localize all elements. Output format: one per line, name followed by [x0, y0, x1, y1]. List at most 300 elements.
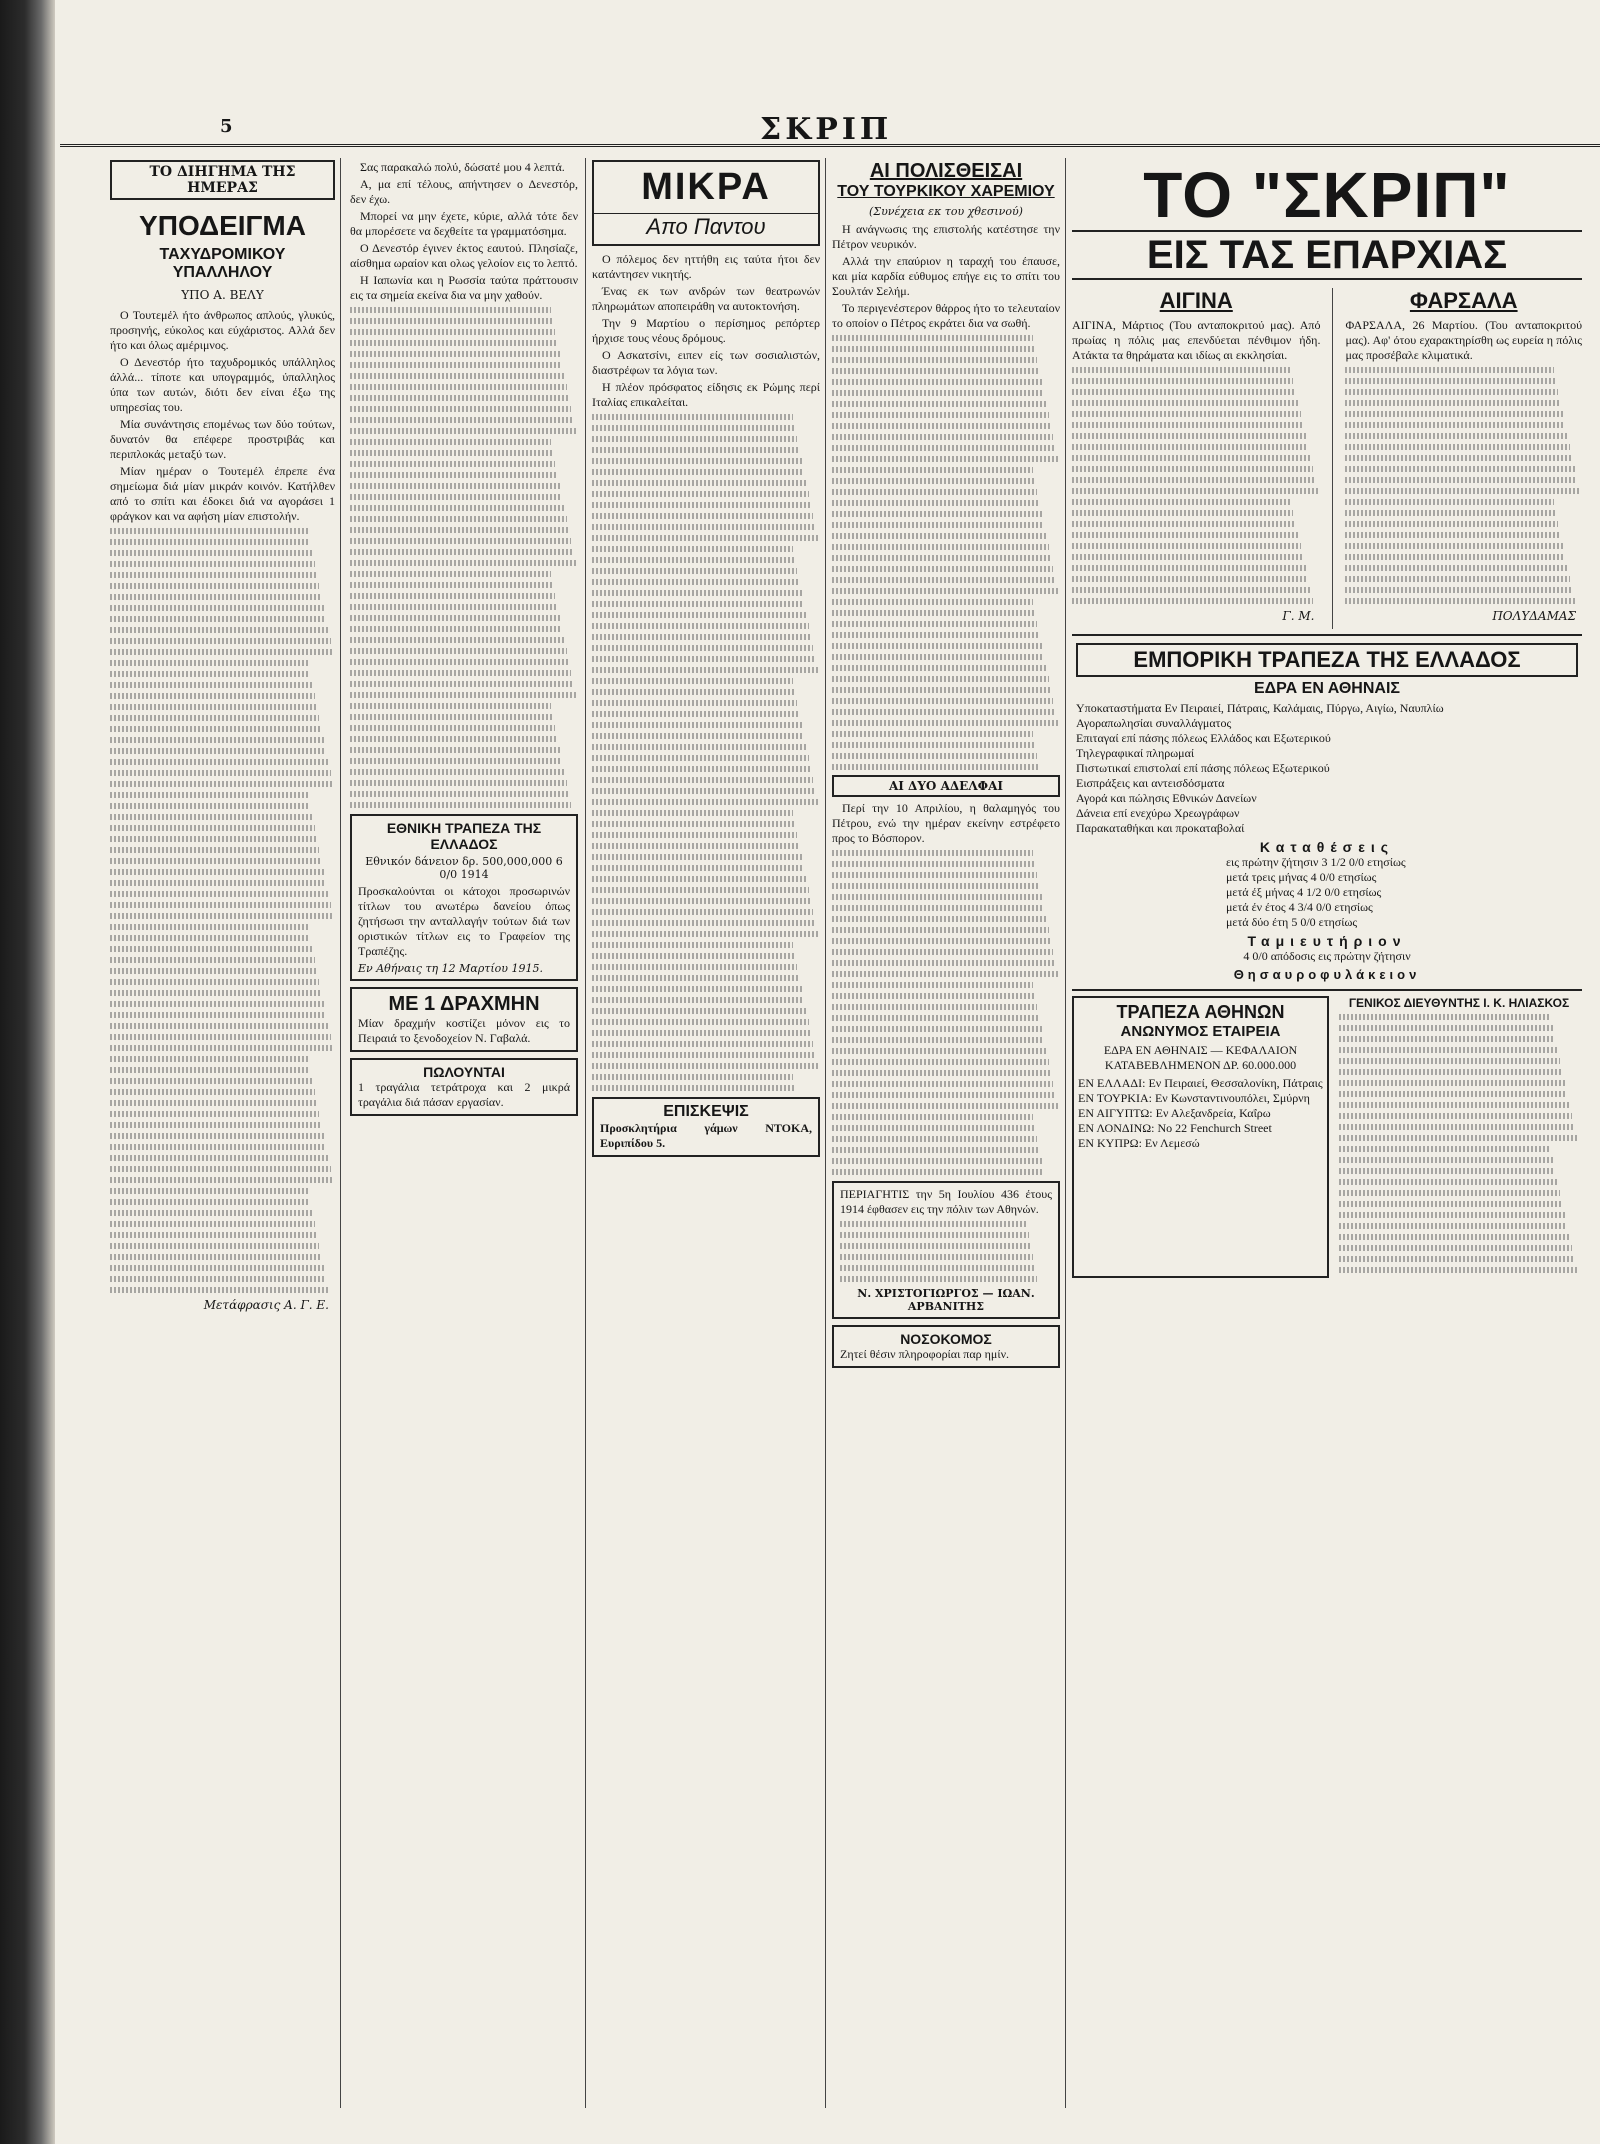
nurse-ad-text: Ζητεί θέσιν πληροφορίαι παρ ημίν. — [840, 1347, 1009, 1361]
text-line — [110, 880, 326, 886]
bank-of-athens-details — [1339, 996, 1579, 1278]
text-line — [110, 792, 308, 798]
text-line — [1345, 466, 1574, 472]
bank-of-athens-branch: ΕΝ ΑΙΓΥΠΤΩ: Εν Αλεξανδρεία, Καΐρω — [1078, 1106, 1271, 1120]
text-line — [832, 949, 1053, 955]
text-line — [832, 883, 1039, 889]
text-line — [832, 850, 1033, 856]
text-line — [832, 599, 1033, 605]
text-line — [110, 1221, 315, 1227]
text-line — [832, 1048, 1046, 1054]
text-line — [832, 379, 1042, 385]
text-line — [832, 445, 1055, 451]
text-line — [832, 916, 1046, 922]
text-line — [1072, 433, 1306, 439]
text-line — [110, 693, 315, 699]
text-line — [832, 1026, 1042, 1032]
text-line — [832, 1169, 1044, 1175]
text-line — [350, 516, 567, 522]
text-line — [350, 791, 569, 797]
text-line — [110, 704, 317, 710]
text-line — [110, 649, 333, 655]
text-line — [1072, 554, 1303, 560]
text-line — [592, 997, 804, 1003]
text-line — [832, 861, 1035, 867]
text-line — [350, 692, 576, 698]
text-line — [110, 1254, 322, 1260]
story-paragraph: Ο Δενεστόρ έγινεν έκτος εαυτού. Πλησίαζε, αίσθημα ωραίον και ολως γελοίον εις το λεπτό. — [350, 241, 578, 270]
news-item: Ο πόλεμος δεν ηττήθη εις ταύτα ήτοι δεν κατάντησεν νικητής. — [592, 252, 820, 281]
text-line — [350, 505, 564, 511]
text-line — [1339, 1047, 1557, 1053]
text-line — [592, 975, 799, 981]
text-line — [832, 927, 1049, 933]
text-line — [1339, 1069, 1562, 1075]
commercial-bank-service: Υποκαταστήματα Εν Πειραιεί, Πάτραις, Καλάμαις, Πύργω, Αιγίω, Ναυπλίω — [1076, 701, 1444, 715]
text-line — [1345, 499, 1553, 505]
text-line — [1339, 1146, 1550, 1152]
text-line — [832, 720, 1058, 726]
commercial-bank-service: Τηλεγραφικαί πληρωμαί — [1076, 746, 1195, 760]
text-line — [592, 524, 815, 530]
text-line — [110, 1155, 328, 1161]
text-line — [350, 637, 564, 643]
text-line — [832, 522, 1044, 528]
savings-text: 4 0/0 απόδοσις εις πρώτην ζήτησιν — [1243, 949, 1411, 963]
text-line — [1345, 367, 1553, 373]
text-line — [592, 1063, 818, 1069]
deposits-title: Καταθέσεις — [1259, 839, 1395, 855]
national-bank-subtitle: Εθνικόν δάνειον δρ. 500,000,000 6 0/0 1914 — [365, 855, 563, 881]
text-line — [350, 439, 551, 445]
text-line — [592, 557, 795, 563]
text-line — [1345, 587, 1572, 593]
provinces-title: ΤΟ "ΣΚΡΙΠ" — [1143, 160, 1511, 231]
text-line — [1339, 1102, 1569, 1108]
text-line — [832, 1037, 1044, 1043]
text-line — [592, 623, 809, 629]
text-line — [832, 993, 1035, 999]
notice-text: ΠΕΡΙΑΓΗΤΙΣ την 5η Ιουλίου 436 έτους 1914 έφθασεν εις την πόλιν των Αθηνών. — [840, 1187, 1052, 1216]
text-line — [592, 1008, 806, 1014]
text-line — [350, 406, 571, 412]
text-line — [1339, 1223, 1567, 1229]
text-line — [1345, 477, 1577, 483]
story-paragraph: Μία συνάντησις επομένως των δύο τούτων, δυνατόν θα επέφερε προστριβάς και περιπλοκάς μεταξύ των. — [110, 417, 335, 461]
text-line — [350, 714, 553, 720]
serial-paragraph: Αλλά την επαύριον η ταραχή του έπαυσε, και μία καρδία εύθυμος επήγε εις το σπίτι του Σουλτάν Σελήμ. — [832, 254, 1060, 298]
text-line — [592, 832, 797, 838]
text-line — [1072, 532, 1298, 538]
text-line — [592, 1030, 811, 1036]
serial-section-title: ΑΙ ΔΥΟ ΑΔΕΛΦΑΙ — [832, 775, 1060, 797]
text-line — [832, 971, 1058, 977]
deposit-rate: μετά έξ μήνας 4 1/2 0/0 ετησίως — [1226, 885, 1382, 899]
text-line — [592, 953, 795, 959]
text-line — [832, 894, 1042, 900]
text-line — [350, 428, 576, 434]
text-line — [832, 1136, 1037, 1142]
text-line — [832, 764, 1039, 770]
bank-of-athens-branch: ΕΝ ΚΥΠΡΩ: Εν Λεμεσώ — [1078, 1136, 1200, 1150]
text-line — [350, 538, 571, 544]
illegible-text-block — [1072, 367, 1320, 604]
sale-ad — [350, 1058, 578, 1116]
text-line — [832, 478, 1035, 484]
text-line — [592, 1019, 809, 1025]
text-line — [1345, 543, 1563, 549]
text-line — [832, 588, 1058, 594]
text-line — [1072, 444, 1308, 450]
text-line — [592, 1052, 815, 1058]
text-line — [350, 340, 557, 346]
text-line — [1339, 1212, 1565, 1218]
text-line — [592, 744, 806, 750]
text-line — [832, 731, 1033, 737]
deposit-rate: μετά τρεις μήνας 4 0/0 ετησίως — [1226, 870, 1377, 884]
text-line — [592, 766, 811, 772]
text-line — [350, 780, 567, 786]
text-line — [350, 604, 557, 610]
text-line — [110, 671, 310, 677]
text-line — [592, 843, 799, 849]
text-line — [110, 1122, 322, 1128]
text-line — [1072, 521, 1296, 527]
text-line — [592, 755, 809, 761]
text-line — [110, 1276, 326, 1282]
column-rule — [340, 158, 341, 2108]
text-line — [592, 678, 793, 684]
text-line — [1345, 444, 1570, 450]
column-rule — [1065, 158, 1066, 2108]
text-line — [110, 935, 310, 941]
text-line — [1072, 400, 1298, 406]
text-line — [350, 483, 560, 489]
story-signature: Μετάφρασις Α. Γ. Ε. — [203, 1298, 329, 1312]
story-kicker: ΤΟ ΔΙΗΓΗΜΑ ΤΗΣ ΗΜΕΡΑΣ — [110, 160, 335, 200]
text-line — [110, 759, 328, 765]
text-line — [1339, 1245, 1572, 1251]
text-line — [592, 458, 802, 464]
text-line — [110, 528, 308, 534]
text-line — [1339, 1267, 1577, 1273]
text-line — [110, 836, 317, 842]
text-line — [110, 946, 313, 952]
text-line — [110, 957, 315, 963]
text-line — [1339, 1234, 1569, 1240]
text-line — [592, 645, 813, 651]
text-line — [1345, 598, 1574, 604]
text-line — [592, 601, 804, 607]
bank-of-athens-ad — [1072, 996, 1329, 1278]
text-line — [592, 986, 802, 992]
text-line — [592, 491, 809, 497]
text-line — [1345, 565, 1567, 571]
text-line — [110, 682, 313, 688]
text-line — [1072, 455, 1311, 461]
text-line — [832, 566, 1053, 572]
text-line — [592, 667, 818, 673]
text-line — [592, 590, 802, 596]
bank-of-athens-branch: ΕΝ ΤΟΥΡΚΙΑ: Εν Κωνσταντινουπόλει, Σμύρνη — [1078, 1091, 1310, 1105]
text-line — [592, 722, 802, 728]
text-line — [832, 753, 1037, 759]
text-line — [110, 638, 331, 644]
text-line — [350, 769, 564, 775]
text-line — [592, 634, 811, 640]
text-line — [840, 1265, 1035, 1271]
text-line — [350, 582, 553, 588]
text-line — [110, 814, 313, 820]
aegina-text: ΑΙΓΙΝΑ, Μάρτιος (Του ανταποκριτού μας). Από πρωίας η πόλις μας επενδύεται πένθιμον ήδη. Ατάκτα τα θηράματα και ιδίως αι εκκλησίαι. — [1072, 318, 1321, 362]
text-line — [592, 909, 813, 915]
text-line — [592, 788, 815, 794]
text-line — [1345, 433, 1567, 439]
commercial-bank-service: Παρακαταθήκαι και προκαταβολαί — [1076, 821, 1245, 835]
text-line — [832, 709, 1055, 715]
text-line — [592, 711, 799, 717]
story-paragraph: Ο Δενεστόρ ήτο ταχυδρομικός υπάλληλος άλλά... τίποτε και υπογραμμός, ύπαλληλος ύπα των αυτών, διότι δεν είναι έξω της υπηρεσίας του. — [110, 355, 335, 414]
text-line — [832, 698, 1053, 704]
text-line — [110, 627, 328, 633]
text-line — [110, 1287, 328, 1293]
text-line — [840, 1232, 1029, 1238]
nurse-ad-title: ΝΟΣΟΚΟΜΟΣ — [900, 1331, 992, 1347]
text-line — [592, 414, 793, 420]
text-line — [1339, 1124, 1574, 1130]
text-line — [592, 920, 815, 926]
text-line — [832, 742, 1035, 748]
text-line — [110, 1100, 317, 1106]
text-line — [1072, 499, 1291, 505]
text-line — [1345, 532, 1560, 538]
text-line — [1345, 488, 1579, 494]
text-line — [832, 346, 1035, 352]
text-line — [350, 307, 551, 313]
text-line — [592, 1041, 813, 1047]
bank-of-athens-branch: ΕΝ ΕΛΛΑΔΙ: Εν Πειραιεί, Θεσσαλονίκη, Πάτραις — [1078, 1076, 1323, 1090]
text-line — [110, 539, 310, 545]
commercial-bank-service: Αγοραπωλησίαι συναλλάγματος — [1076, 716, 1232, 730]
text-line — [110, 1001, 324, 1007]
text-line — [832, 610, 1035, 616]
text-line — [840, 1254, 1033, 1260]
text-line — [592, 777, 813, 783]
text-line — [592, 810, 793, 816]
savings-title: Ταμιευτήριον — [1247, 933, 1407, 949]
text-line — [1345, 510, 1556, 516]
text-line — [350, 461, 555, 467]
sale-ad-title: ΠΩΛΟΥΝΤΑΙ — [423, 1064, 505, 1080]
illegible-text-block — [832, 850, 1060, 1175]
text-line — [592, 876, 806, 882]
text-line — [110, 902, 331, 908]
text-line — [1072, 543, 1301, 549]
text-line — [832, 511, 1042, 517]
masthead — [60, 112, 1600, 147]
news-item: Η πλέον πρόσφατος είδησις εκ Ρώμης περί Ιταλίας επικαλείται. — [592, 380, 820, 409]
text-line — [592, 535, 818, 541]
serial-paragraph: Η ανάγνωσις της επιστολής κατέστησε την Πέτρον νευρικόν. — [832, 222, 1060, 251]
text-line — [1339, 1157, 1553, 1163]
bank-of-athens-title: ΤΡΑΠΕΖΑ ΑΘΗΝΩΝ — [1116, 1002, 1285, 1022]
news-item: Ένας εκ των ανδρών των θεατρωνών πληρωμάτων αποπειράθη να αυτοκτονήση. — [592, 284, 820, 313]
text-line — [592, 821, 795, 827]
text-line — [1072, 477, 1315, 483]
text-line — [832, 621, 1037, 627]
text-line — [832, 555, 1051, 561]
text-line — [1339, 1080, 1565, 1086]
text-line — [110, 803, 310, 809]
commercial-bank-ad — [1072, 641, 1582, 984]
text-line — [110, 715, 319, 721]
text-line — [592, 898, 811, 904]
text-line — [832, 1015, 1039, 1021]
text-line — [110, 891, 328, 897]
serial-paragraph: Το περιγενέστερον θάρρος ήτο το τελευταίον το οποίον ο Πέτρος εκράτει δια να σωθή. — [832, 301, 1060, 330]
text-line — [832, 335, 1033, 341]
serial-title: ΑΙ ΠΟΛΙΣΘΕΙΣΑΙ — [869, 160, 1023, 182]
story-paragraph: Μπορεί να μην έχετε, κύριε, αλλά τότε δεν θα μπορέσετε να δεχθείτε τα γραμματόσημα. — [350, 209, 578, 238]
text-line — [592, 656, 815, 662]
text-line — [840, 1243, 1031, 1249]
text-line — [110, 1188, 308, 1194]
text-line — [110, 869, 324, 875]
text-line — [832, 434, 1053, 440]
text-line — [110, 1056, 308, 1062]
commercial-bank-service: Επιταγαί επί πάσης πόλεως Ελλάδος και Εξωτερικού — [1076, 731, 1331, 745]
text-line — [1339, 1036, 1555, 1042]
notice-signatories: Ν. ΧΡΙΣΤΟΓΙΩΡΓΟΣ — ΙΩΑΝ. ΑΡΒΑΝΙΤΗΣ — [857, 1287, 1035, 1313]
text-line — [832, 676, 1049, 682]
text-line — [110, 1089, 315, 1095]
text-line — [110, 913, 333, 919]
farsala-signature: ΠΟΛΥΔΑΜΑΣ — [1492, 609, 1577, 623]
text-line — [592, 887, 809, 893]
text-line — [592, 513, 813, 519]
bank-of-athens-capital: ΕΔΡΑ ΕΝ ΑΘΗΝΑΙΣ — ΚΕΦΑΛΑΙΟΝ ΚΑΤΑΒΕΒΛΗΜΕΝΟΝ ΔΡ. 60.000.000 — [1103, 1043, 1298, 1072]
commercial-bank-title: ΕΜΠΟΡΙΚΗ ΤΡΑΠΕΖΑ ΤΗΣ ΕΛΛΑΔΟΣ — [1076, 643, 1578, 677]
text-line — [350, 527, 569, 533]
text-line — [110, 1133, 324, 1139]
page-binding-shadow — [0, 0, 55, 2144]
text-line — [592, 689, 795, 695]
aegina-report — [1072, 288, 1320, 629]
text-line — [832, 390, 1044, 396]
text-line — [1345, 455, 1572, 461]
text-line — [110, 1199, 310, 1205]
text-line — [350, 549, 573, 555]
text-line — [592, 568, 797, 574]
text-line — [832, 872, 1037, 878]
column-serial — [832, 160, 1060, 2110]
text-line — [1345, 411, 1563, 417]
text-line — [110, 858, 322, 864]
text-line — [1072, 510, 1293, 516]
text-line — [1345, 389, 1558, 395]
text-line — [110, 924, 308, 930]
safes-title: Θησαυροφυλάκειον — [1233, 967, 1421, 982]
text-line — [110, 1023, 328, 1029]
story-byline: ΥΠΟ Α. ΒΕΛΥ — [181, 288, 264, 302]
text-line — [1345, 378, 1556, 384]
text-line — [350, 615, 560, 621]
serial-continued: (Συνέχεια εκ του χθεσινού) — [869, 205, 1023, 218]
story-paragraph: Α, μα επί τέλους, απήντησεν ο Δενεστόρ, δεν έχω. — [350, 177, 578, 206]
text-line — [350, 384, 567, 390]
text-line — [110, 1045, 333, 1051]
story-paragraph: Ο Τουτεμέλ ήτο άνθρωπος απλούς, γλυκύς, προσηνής, εύκολος και εύχάριστος. Αλλά δεν ήτο και όλως αμέριμνος. — [110, 308, 335, 352]
illegible-text-block — [350, 307, 578, 808]
drachma-ad-text: Μίαν δραχμήν κοστίζει μόνον εις το Πειραιά το ξενοδοχείον Ν. Γαβαλά. — [358, 1016, 570, 1045]
story-subtitle: ΤΑΧΥΔΡΟΜΙΚΟΥ ΥΠΑΛΛΗΛΟΥ — [159, 246, 286, 281]
text-line — [832, 687, 1051, 693]
text-line — [1339, 1179, 1557, 1185]
text-line — [832, 1147, 1039, 1153]
news-subtitle: Απο Παντου — [594, 213, 818, 240]
text-line — [592, 799, 818, 805]
visit-ad-text: Προσκλητήρια γάμων ΝΤΟΚΑ, Ευριπίδου 5. — [600, 1121, 812, 1150]
text-line — [1339, 1014, 1550, 1020]
illegible-text-block — [1345, 367, 1582, 604]
aegina-signature: Γ. Μ. — [1282, 609, 1315, 623]
masthead-title: ΣΚΡΙΠ — [760, 112, 893, 147]
text-line — [110, 1012, 326, 1018]
farsala-title: ΦΑΡΣΑΛΑ — [1409, 288, 1518, 313]
text-line — [110, 1067, 310, 1073]
story-paragraph: Μίαν ημέραν ο Τουτεμέλ έπρεπε ένα σημείωμα διά μίαν μικράν κοινόν. Κατήλθεν από το σπίτι και έδοκει διά να αγοράσει 1 φράγκον και να αφήση μίαν επιστολήν. — [110, 464, 335, 523]
text-line — [1072, 389, 1296, 395]
text-line — [592, 480, 806, 486]
text-line — [832, 357, 1037, 363]
visit-ad — [592, 1097, 820, 1157]
commercial-bank-service: Εισπράξεις και αντεισδόσματα — [1076, 776, 1225, 790]
text-line — [1072, 411, 1301, 417]
text-line — [350, 802, 571, 808]
deposit-rate: μετά έν έτος 4 3/4 0/0 ετησίως — [1226, 900, 1373, 914]
text-line — [592, 436, 797, 442]
text-line — [1339, 1113, 1572, 1119]
serial-subtitle: ΤΟΥ ΤΟΥΡΚΙΚΟΥ ΧΑΡΕΜΙΟΥ — [837, 183, 1055, 200]
text-line — [832, 960, 1055, 966]
national-bank-text: Προσκαλούνται οι κάτοχοι προσωρινών τίτλων του ανωτέρω δανείου όπως ζητήσωσι την ανταλλαγήν τούτων διά των οριστικών τίτλων εις το Γραφείον της Τραπέζης. — [358, 884, 570, 958]
text-line — [592, 447, 799, 453]
text-line — [110, 660, 308, 666]
text-line — [350, 593, 555, 599]
text-line — [832, 456, 1058, 462]
text-line — [350, 329, 555, 335]
text-line — [832, 1092, 1055, 1098]
text-line — [1339, 1058, 1560, 1064]
text-line — [592, 942, 793, 948]
story-title: ΥΠΟΔΕΙΓΜΑ — [139, 210, 306, 241]
text-line — [1345, 422, 1565, 428]
text-line — [110, 825, 315, 831]
text-line — [1339, 1135, 1577, 1141]
page-mark: 5 — [220, 116, 233, 137]
national-bank-date: Εν Αθήναις τη 12 Μαρτίου 1915. — [358, 962, 543, 975]
text-line — [832, 632, 1039, 638]
text-line — [1345, 521, 1558, 527]
text-line — [1339, 1168, 1555, 1174]
illegible-text-block — [592, 414, 820, 1091]
text-line — [1072, 598, 1313, 604]
text-line — [832, 423, 1051, 429]
text-line — [592, 854, 802, 860]
commercial-bank-subtitle: ΕΔΡΑ ΕΝ ΑΘΗΝΑΙΣ — [1253, 680, 1400, 697]
commercial-bank-service: Αγορά και πώλησις Εθνικών Δανείων — [1076, 791, 1257, 805]
text-line — [350, 670, 571, 676]
